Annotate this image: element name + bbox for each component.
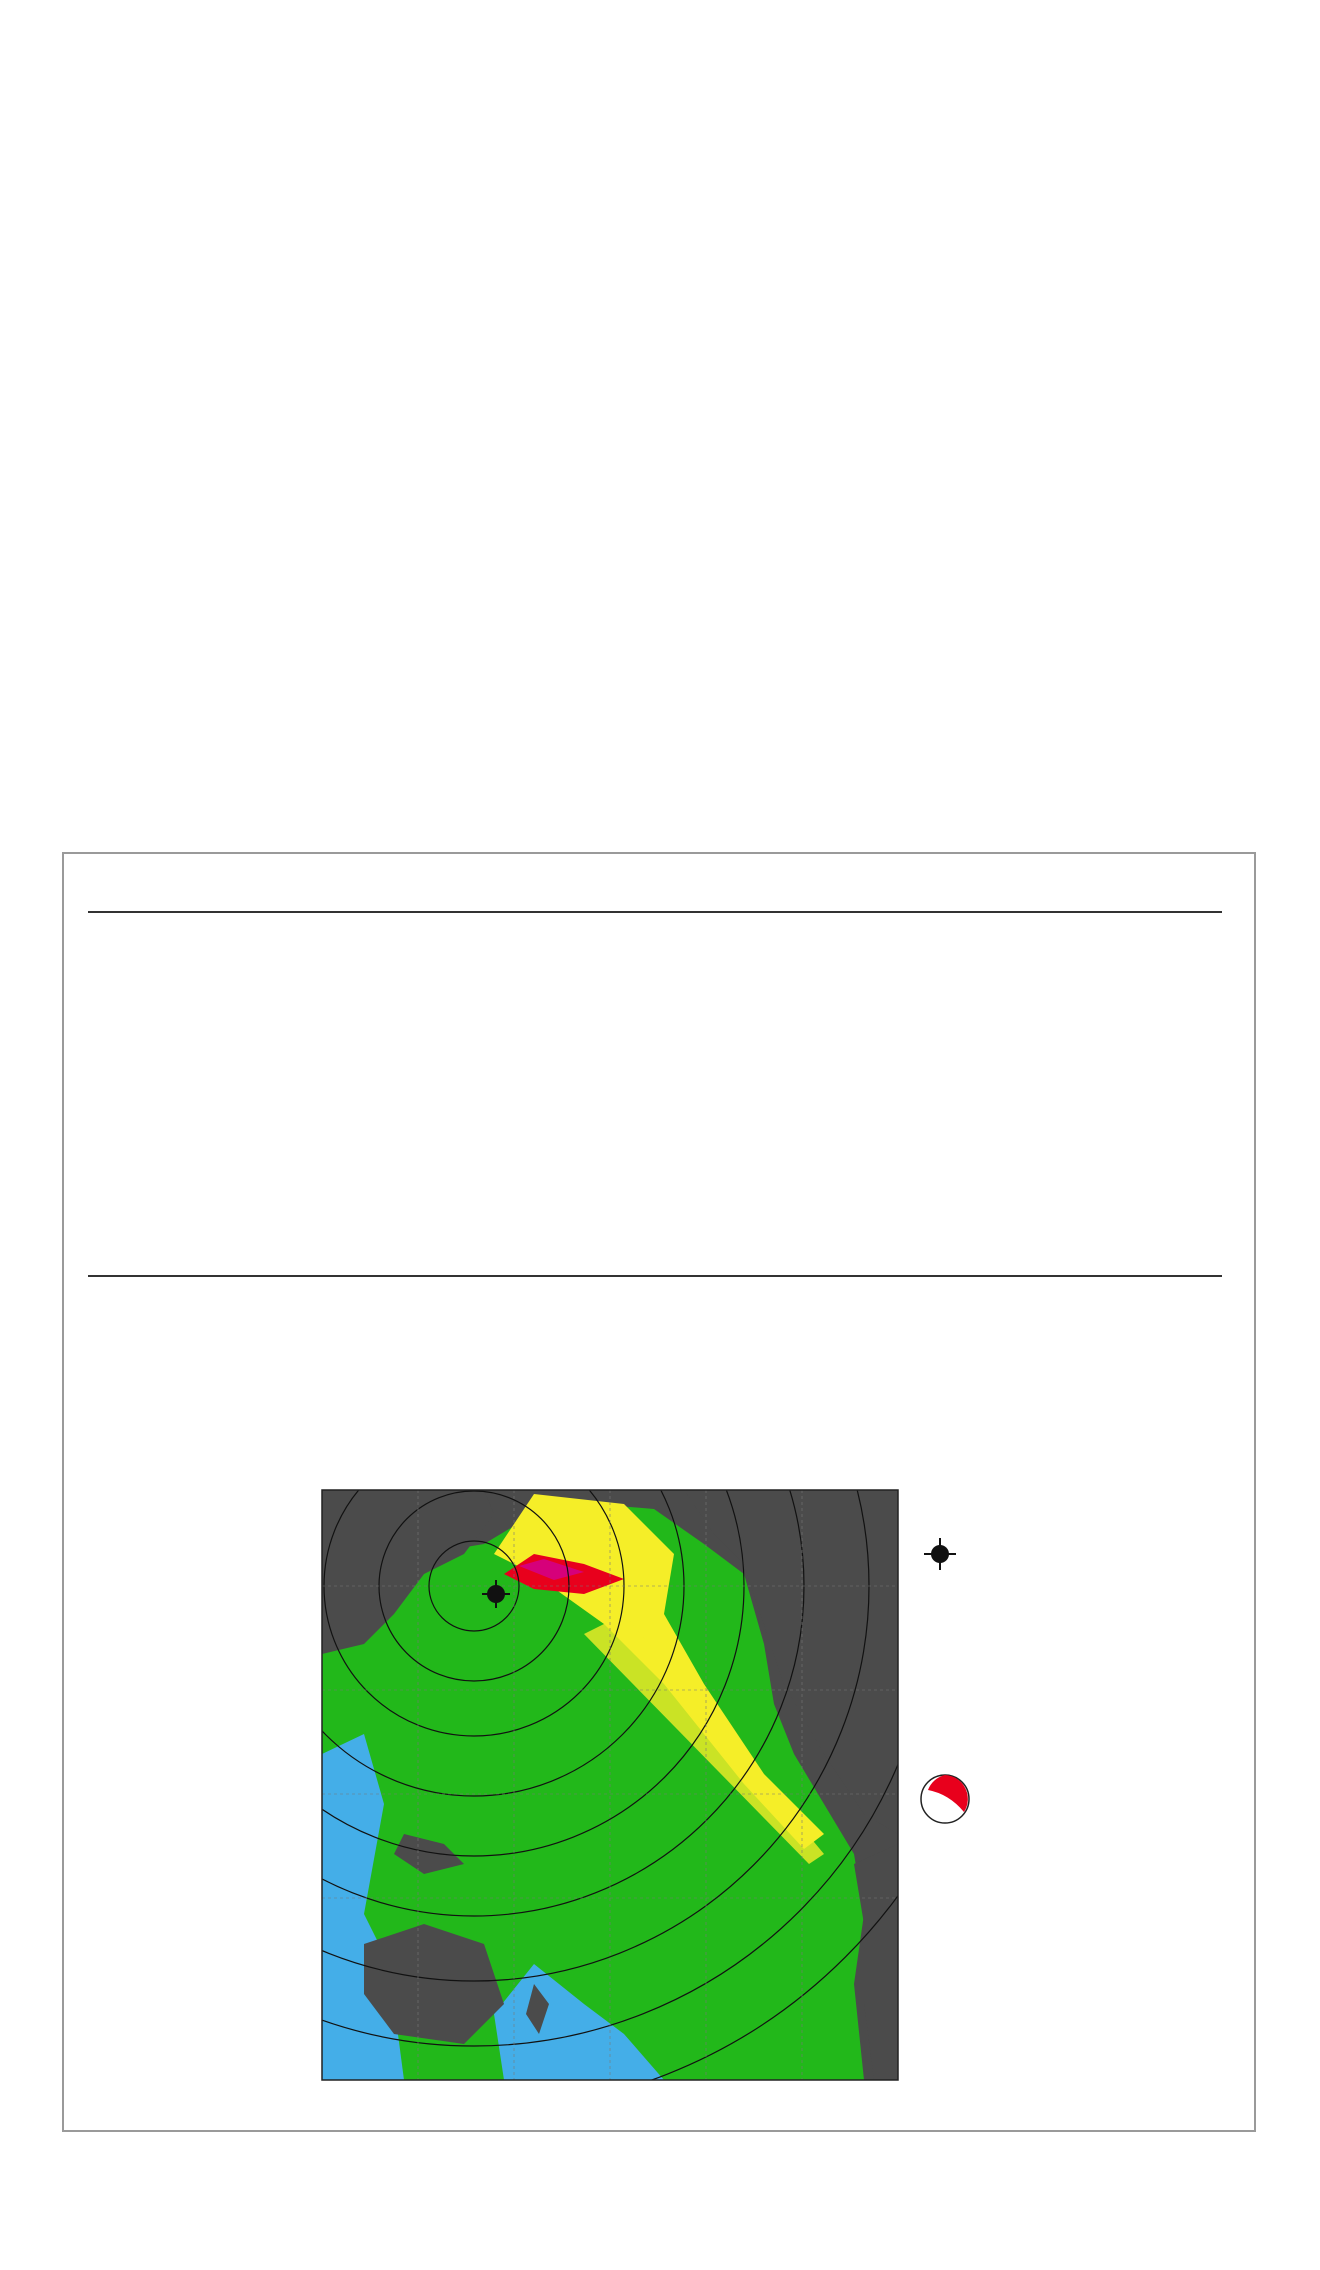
beachball-icon xyxy=(921,1775,969,1823)
tsunami-map xyxy=(64,854,1254,2130)
forecast-card xyxy=(62,852,1256,2132)
earthquake-info-panel xyxy=(921,1538,969,1823)
earthquake-icon xyxy=(924,1538,956,1570)
